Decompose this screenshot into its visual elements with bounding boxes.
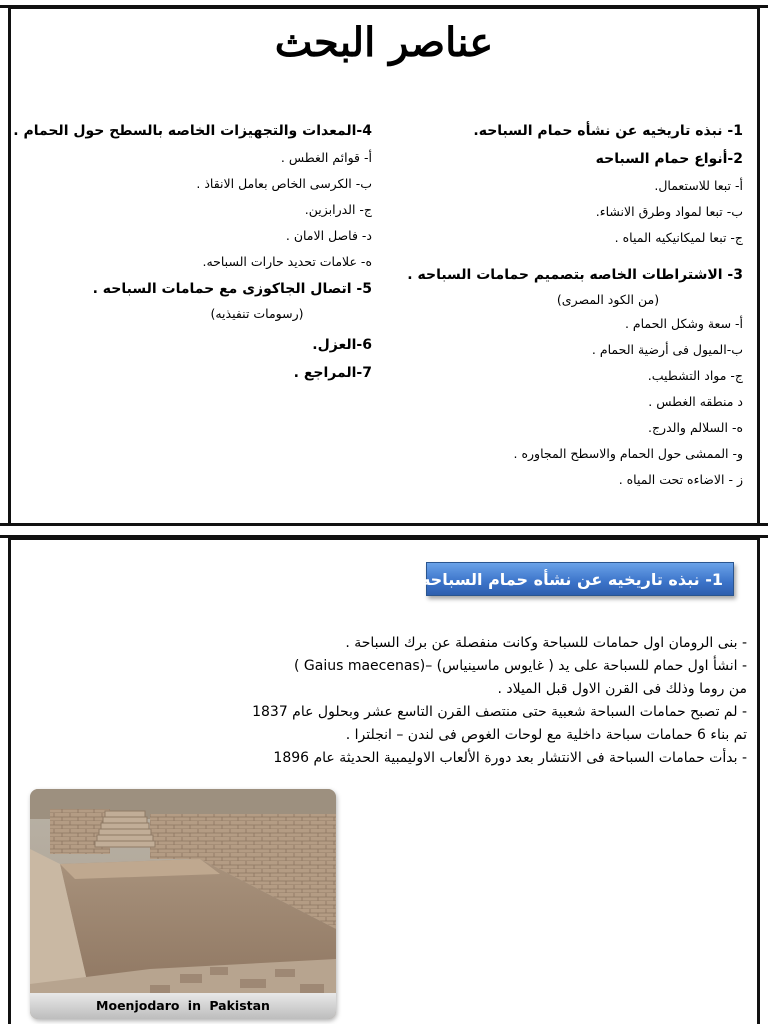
- item-3-sub: ز - الاضاءه تحت المياه .: [618, 472, 743, 487]
- history-paragraph: [187, 632, 747, 770]
- item-2-sub: أ- تبعا للاستعمال.: [654, 178, 743, 193]
- item-3-sub: ب-الميول فى أرضية الحمام .: [591, 342, 743, 357]
- moenjodaro-photo: [30, 789, 336, 1019]
- item-2-sub: ج- تبعا لميكانيكيه المياه .: [614, 230, 743, 245]
- item-4-sub: ب- الكرسى الخاص بعامل الانقاذ .: [196, 176, 372, 191]
- ancient-bath-illustration: [30, 789, 336, 1019]
- item-6-heading: 6-العزل.: [312, 337, 372, 353]
- item-4-heading: 4-المعدات والتجهيزات الخاصه بالسطح حول الحمام .: [13, 123, 372, 139]
- item-2-sub: ب- تبعا لمواد وطرق الانشاء.: [595, 204, 743, 219]
- item-4-sub: أ- قوائم الغطس .: [280, 150, 372, 165]
- item-4-sub: د- فاصل الامان .: [285, 228, 372, 243]
- page-title: عناصر البحث: [274, 19, 494, 66]
- item-3-sub: و- الممشى حول الحمام والاسطح المجاوره .: [513, 446, 743, 461]
- item-7-heading: 7-المراجع .: [293, 365, 372, 381]
- paragraph-line: - لم تصبح حمامات السباحة شعبية حتى منتصف القرن التاسع عشر وبحلول عام 1837: [252, 704, 747, 720]
- slide-research-elements: [8, 6, 760, 526]
- slide-divider: [0, 523, 768, 526]
- item-5-heading: 5- اتصال الجاكوزى مع حمامات السباحه .: [92, 281, 372, 297]
- item-4-sub: ج- الدرابزين.: [304, 202, 372, 217]
- photo-caption: Moenjodaro in Pakistan: [30, 993, 336, 1019]
- paragraph-line: - بنى الرومان اول حمامات للسباحة وكانت منفصلة عن برك السباحة .: [345, 635, 747, 651]
- item-4-sub: ه- علامات تحديد حارات السباحه.: [202, 254, 372, 269]
- slide-history: [8, 537, 760, 1024]
- item-3-sub: د منطقه الغطس .: [648, 394, 743, 409]
- item-1-heading: 1- نبذه تاريخيه عن نشأه حمام السباحه.: [473, 123, 743, 139]
- item-5-note: (رسومات تنفيذيه): [210, 306, 304, 321]
- item-3-sub: أ- سعة وشكل الحمام .: [624, 316, 743, 331]
- right-column: [383, 117, 743, 493]
- left-column: [13, 117, 372, 387]
- paragraph-line: من روما وذلك فى القرن الاول قبل الميلاد .: [497, 681, 747, 697]
- item-3-note: (من الكود المصرى): [556, 292, 660, 307]
- item-3-sub: ج- مواد التشطيب.: [647, 368, 743, 383]
- item-3-sub: ه- السلالم والدرج.: [648, 420, 743, 435]
- item-2-heading: 2-أنواع حمام السباحه: [595, 151, 743, 167]
- section-banner: 1- نبذه تاريخيه عن نشأه حمام السباحه.: [426, 562, 734, 596]
- item-3-heading: 3- الاشتراطات الخاصه بتصميم حمامات السباحه .: [407, 267, 743, 283]
- paragraph-line: - بدأت حمامات السباحة فى الانتشار بعد دورة الألعاب الاوليمبية الحديثة عام 1896: [273, 750, 747, 766]
- paragraph-line: تم بناء 6 حمامات سباحة داخلية مع لوحات الغوص فى لندن – انجلترا .: [345, 727, 747, 743]
- paragraph-line: - انشأ اول حمام للسباحة على يد ( غايوس ماسينياس) –(Gaius maecenas ): [293, 658, 747, 674]
